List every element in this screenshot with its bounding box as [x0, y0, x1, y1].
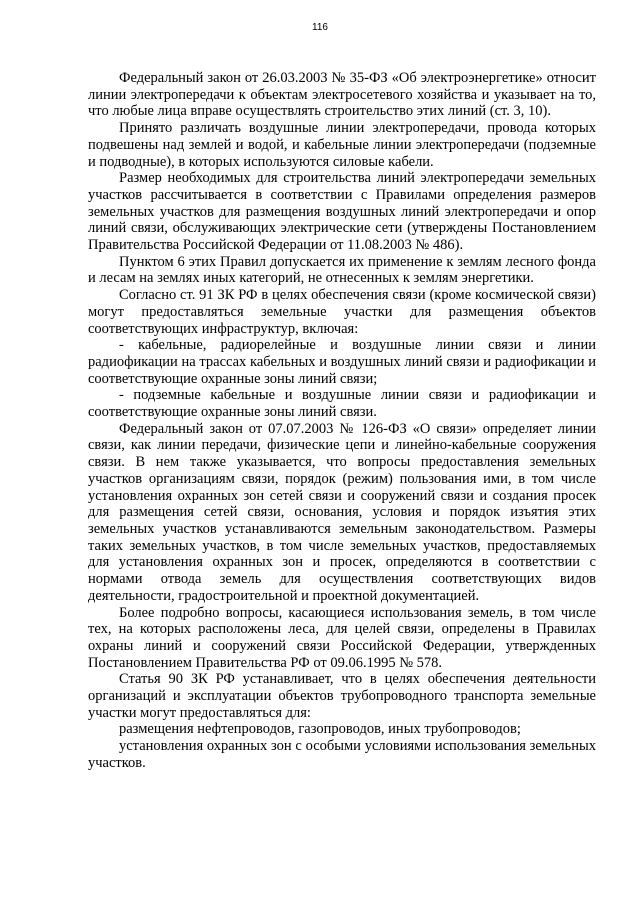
list-item-pipelines: размещения нефтепроводов, газопроводов, иных трубопроводов;: [119, 721, 521, 738]
page-number: 116: [312, 22, 328, 33]
paragraph-article-90: Статья 90 ЗК РФ устанавливает, что в целях обеспечения деятельности организаций и эксплуатации объектов трубопроводного транспорта земельные участки могут предоставляться для:: [88, 671, 596, 721]
paragraph-protection-rules: Более подробно вопросы, касающиеся использования земель, в том числе тех, на которых расположены леса, для целей связи, определены в Правилах охраны линий и сооружений связи Российской Федерации, утвержденных Постановлением Правительства РФ от 09.06.1995 № 578.: [88, 604, 596, 671]
list-item-protection-zones: установления охранных зон с особыми условиями использования земельных участков.: [88, 738, 596, 771]
document-body: [88, 70, 596, 772]
paragraph-communications-law: Федеральный закон от 07.07.2003 № 126-ФЗ «О связи» определяет линии связи, как линии передачи, физические цепи и линейно-кабельные сооружения связи. В нем также указывается, что вопросы предоставления земельных участков организациям связи, порядок (режим) пользования ими, в том числе установления охранных зон сетей связи и сооружений связи и создания просек для размещения сетей связи, основания, условия и порядок изъятия этих земельных участков устанавливаются земельным законодательством. Размеры таких земельных участков, в том числе земельных участков, предоставляемых для установления охранных зон и просек, определяются в соответствии с нормами отвода земель для осуществления соответствующих видов деятельности, градостроительной и проектной документацией.: [88, 420, 596, 604]
paragraph-line-types: Принято различать воздушные линии электропередачи, провода которых подвешены над землей и водой, и кабельные линии электропередачи (подземные и подводные), в которых используются силовые кабели.: [88, 120, 596, 170]
paragraph-plot-size-rules: Размер необходимых для строительства линий электропередачи земельных участков рассчитывается в соответствии с Правилами определения размеров земельных участков для размещения воздушных линий электропередачи и опор линий связи, обслуживающих электрические сети (утверждены Постановлением Правительства Российской Федерации от 11.08.2003 № 486).: [88, 170, 596, 254]
paragraph-electricity-law: Федеральный закон от 26.03.2003 № 35-ФЗ «Об электроэнергетике» относит линии электропередачи к объектам электросетевого хозяйства и указывает на то, что любые лица вправе осуществлять строительство этих линий (ст. 3, 10).: [88, 70, 596, 120]
list-item-cable-lines: - кабельные, радиорелейные и воздушные линии связи и линии радиофикации на трассах кабельных и воздушных линий связи и радиофикации и соответствующие охранные зоны линий связи;: [88, 337, 596, 387]
paragraph-rule-point-6: Пунктом 6 этих Правил допускается их применение к землям лесного фонда и лесам на землях иных категорий, не отнесенных к землям энергетики.: [88, 253, 596, 287]
list-item-underground-lines: - подземные кабельные и воздушные линии связи и радиофикации и соответствующие охранные зоны линий связи.: [88, 387, 596, 421]
paragraph-article-91: Согласно ст. 91 ЗК РФ в целях обеспечения связи (кроме космической связи) могут предоставляться земельные участки для размещения объектов соответствующих инфраструктур, включая:: [88, 287, 596, 337]
